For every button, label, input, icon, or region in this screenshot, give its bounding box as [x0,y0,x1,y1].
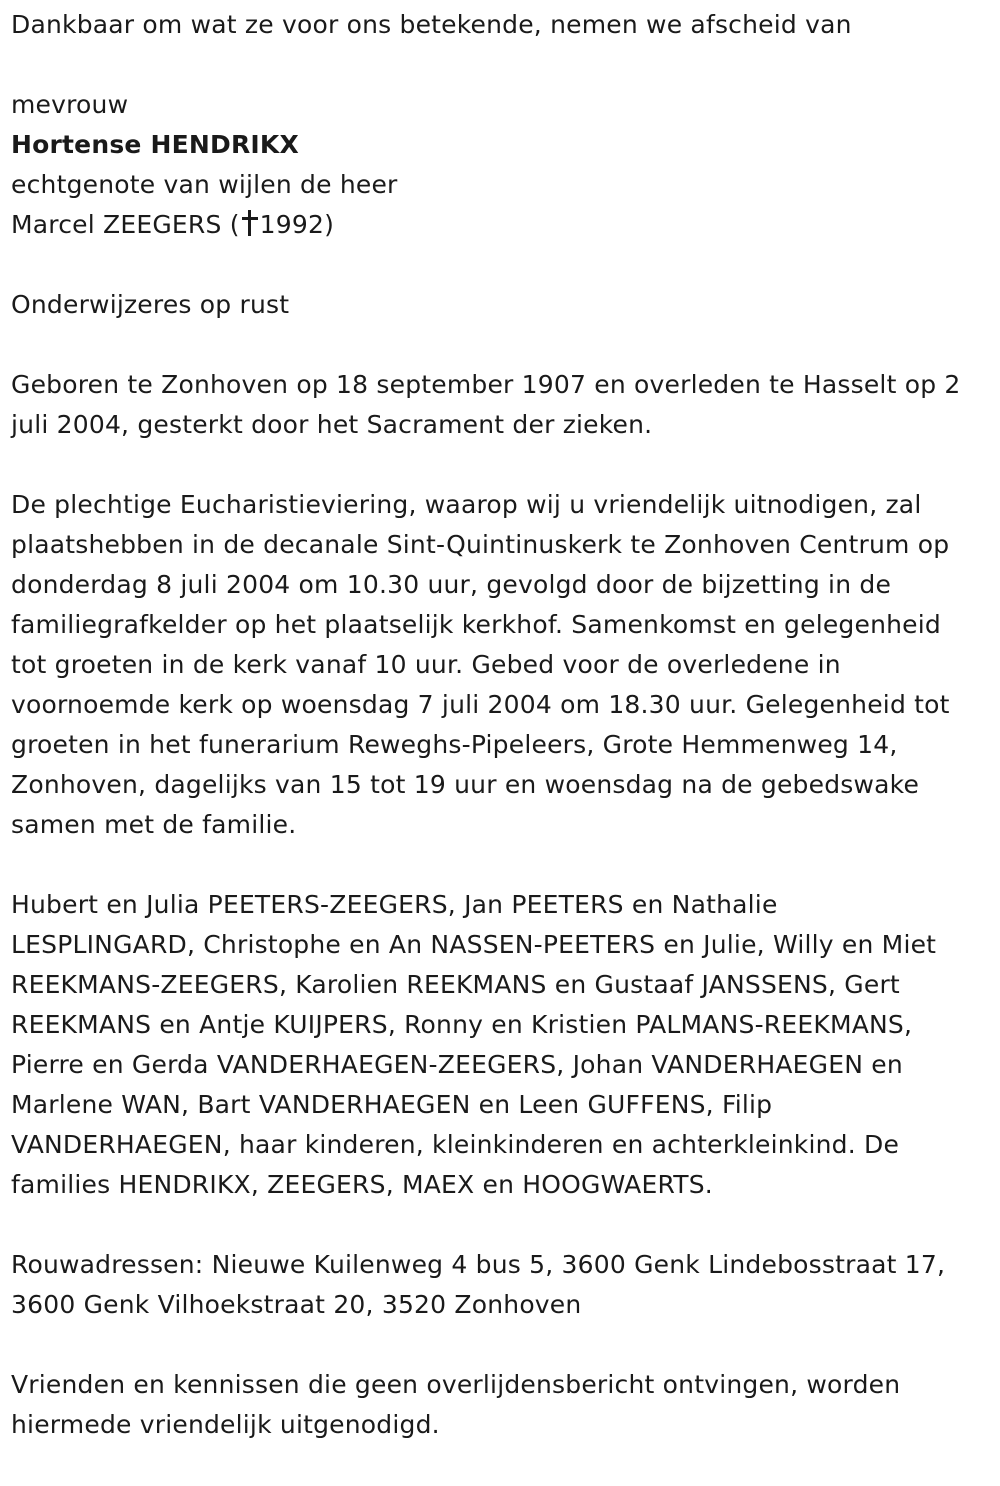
spacer [11,245,1000,285]
spacer [11,325,1000,365]
paragraph-line: voornoemde kerk op woensdag 7 juli 2004 om 18.30 uur. Gelegenheid tot [11,690,950,719]
paragraph-line: Zonhoven, dagelijks van 15 tot 19 uur en woensdag na de gebedswake [11,770,920,799]
paragraph-line: families HENDRIKX, ZEEGERS, MAEX en HOOGWAERTS. [11,1170,713,1199]
paragraph-line: Hubert en Julia PEETERS-ZEEGERS, Jan PEETERS en Nathalie [11,890,778,919]
deceased-name: Hortense HENDRIKX [11,130,299,159]
occupation: Onderwijzeres op rust [11,290,290,319]
paragraph-line: tot groeten in de kerk vanaf 10 uur. Gebed voor de overledene in [11,650,841,679]
closing-paragraph [11,1365,1000,1445]
addresses-paragraph [11,1245,1000,1325]
paragraph-line: Rouwadressen: Nieuwe Kuilenweg 4 bus 5, 3600 Genk Lindebosstraat 17, [11,1250,946,1279]
cross-icon [242,210,258,236]
paragraph-line: De plechtige Eucharistieviering, waarop wij u vriendelijk uitnodigen, zal [11,490,922,519]
paragraph-line: Marlene WAN, Bart VANDERHAEGEN en Leen GUFFENS, Filip [11,1090,773,1119]
paragraph-line: Geboren te Zonhoven op 18 september 1907 en overleden te Hasselt op 2 [11,370,961,399]
paragraph-line: familiegrafkelder op het plaatselijk kerkhof. Samenkomst en gelegenheid [11,610,941,639]
spacer [11,45,1000,85]
spouse-death-year: 1992) [259,210,335,239]
spacer [11,1325,1000,1365]
paragraph-line: LESPLINGARD, Christophe en An NASSEN-PEETERS en Julie, Willy en Miet [11,930,937,959]
spouse-line [11,205,1000,245]
relation-text: echtgenote van wijlen de heer [11,170,398,199]
paragraph-line: Pierre en Gerda VANDERHAEGEN-ZEEGERS, Johan VANDERHAEGEN en [11,1050,903,1079]
family-paragraph [11,885,1000,1205]
paragraph-line: samen met de familie. [11,810,297,839]
salutation: mevrouw [11,90,129,119]
spacer [11,845,1000,885]
paragraph-line: Vrienden en kennissen die geen overlijdensbericht ontvingen, worden [11,1370,901,1399]
paragraph-line: REEKMANS-ZEEGERS, Karolien REEKMANS en Gustaaf JANSSENS, Gert [11,970,900,999]
paragraph-line: groeten in het funerarium Reweghs-Pipeleers, Grote Hemmenweg 14, [11,730,898,759]
paragraph-line: 3600 Genk Vilhoekstraat 20, 3520 Zonhoven [11,1290,582,1319]
paragraph-line: REEKMANS en Antje KUIJPERS, Ronny en Kristien PALMANS-REEKMANS, [11,1010,913,1039]
spouse-name: Marcel ZEEGERS ( [11,210,240,239]
intro-text: Dankbaar om wat ze voor ons betekende, nemen we afscheid van [11,10,852,39]
paragraph-line: hiermede vriendelijk uitgenodigd. [11,1410,440,1439]
spacer [11,445,1000,485]
spacer [11,1205,1000,1245]
paragraph-line: plaatshebben in de decanale Sint-Quintinuskerk te Zonhoven Centrum op [11,530,950,559]
birth-death-paragraph [11,365,1000,445]
paragraph-line: donderdag 8 juli 2004 om 10.30 uur, gevolgd door de bijzetting in de [11,570,892,599]
ceremony-paragraph [11,485,1000,845]
paragraph-line: juli 2004, gesterkt door het Sacrament der zieken. [11,410,653,439]
paragraph-line: VANDERHAEGEN, haar kinderen, kleinkinderen en achterkleinkind. De [11,1130,900,1159]
